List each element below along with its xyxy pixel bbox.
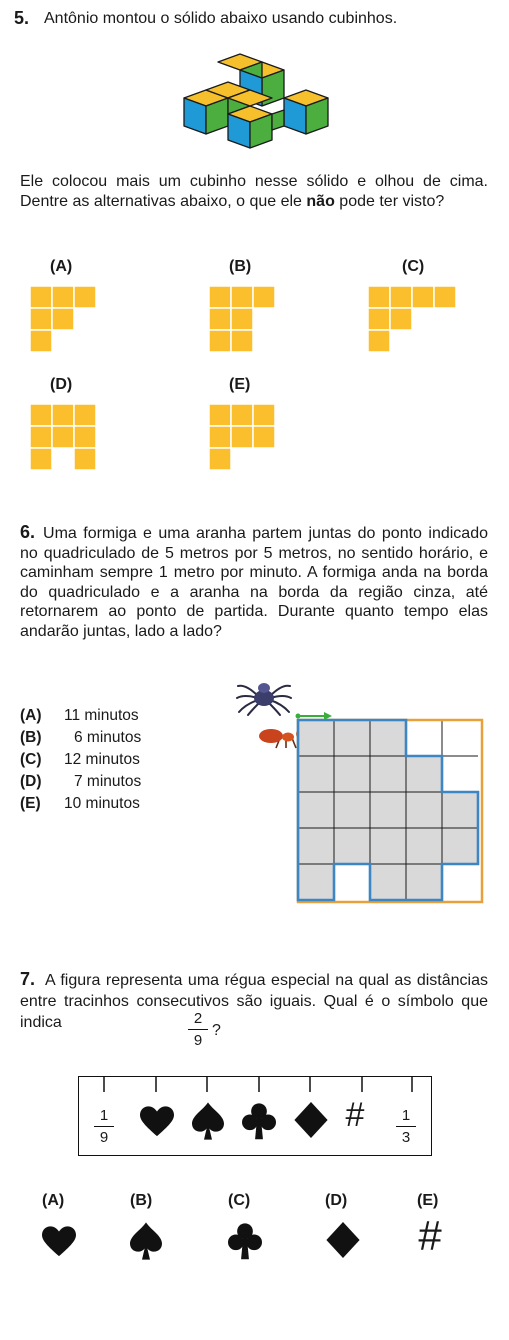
q5-question (20, 172, 488, 211)
q7-option-c-label: (C) (228, 1192, 251, 1209)
ruler-club-icon (242, 1102, 276, 1140)
q7-option-b-label: (B) (130, 1192, 153, 1209)
q7-option-d-label: (D) (325, 1192, 348, 1209)
q5-option-d-label: (D) (50, 376, 73, 393)
q5-option-c-label: (C) (402, 258, 425, 275)
q7-question-mark: ? (212, 1022, 221, 1039)
ruler-left-fraction: 1 9 (94, 1107, 114, 1146)
q5-option-b-figure[interactable] (209, 286, 281, 356)
q5-option-b-label: (B) (229, 258, 252, 275)
q6-grid-figure (294, 712, 490, 910)
club-icon[interactable] (228, 1222, 262, 1260)
q5-option-e-label: (E) (229, 376, 251, 393)
q5-text-before: Ele colocou mais um cubinho nesse sólido e olhou de cima. Dentre as alternativas abaixo, o que ele (20, 173, 488, 210)
q7-text: A figura representa uma régua especial na qual as distâncias entre tracinhos consecutivos são iguais. Qual é o símbolo que indica (20, 972, 488, 1031)
q5-intro: Antônio montou o sólido abaixo usando cubinhos. (44, 10, 398, 27)
ruler-heart-icon (140, 1106, 174, 1138)
q5-number: 5. (14, 8, 30, 28)
q7-option-e-label: (E) (417, 1192, 439, 1209)
ruler-right-fraction: 1 3 (396, 1107, 416, 1146)
diamond-icon[interactable] (326, 1222, 360, 1258)
q5-text-bold: não (306, 192, 335, 210)
hash-icon[interactable]: # (418, 1212, 442, 1259)
ruler-hash-icon: # (345, 1096, 365, 1134)
spade-icon[interactable] (130, 1222, 162, 1260)
q5-option-c-figure[interactable] (368, 286, 464, 356)
spider-icon (236, 676, 292, 716)
heart-icon[interactable] (42, 1226, 76, 1258)
cube-front-face (272, 110, 284, 130)
gray-region (298, 720, 478, 900)
q5-text-after: pode ter visto? (334, 192, 445, 210)
q7-fraction: 2 9 (188, 1010, 208, 1049)
cube-solid-figure (180, 52, 340, 152)
q6-answer-list (20, 705, 200, 815)
start-point (296, 714, 301, 719)
q6-answer-c[interactable]: (C) 12 minutos (20, 751, 140, 768)
q7-option-a-label: (A) (42, 1192, 65, 1209)
q5-option-a-figure[interactable] (30, 286, 102, 356)
q6-answer-e[interactable]: (E) 10 minutos (20, 795, 140, 812)
q5-option-e-figure[interactable] (209, 404, 281, 474)
ruler-spade-icon (192, 1102, 224, 1140)
q5-option-a-label: (A) (50, 258, 73, 275)
q7-number: 7. (20, 969, 36, 989)
q6-number: 6. (20, 522, 36, 542)
q5-option-d-figure[interactable] (30, 404, 102, 474)
q6-answer-d[interactable]: (D) 7 minutos (20, 773, 142, 790)
q7-question (20, 969, 488, 1033)
q6-answer-b[interactable]: (B) 6 minutos (20, 729, 142, 746)
q6-answer-a[interactable]: (A) 11 minutos (20, 707, 139, 724)
q6-question (20, 523, 488, 641)
q6-text: Uma formiga e uma aranha partem juntas do ponto indicado no quadriculado de 5 metros por 5 metros, no sentido horário, e caminham sempre 1 metro por minuto. A formiga anda na borda do quadriculado e a aranha na borda da região cinza, até retornarem ao ponto de partida. Durante quanto tempo elas andarão juntas, lado a lado? (20, 525, 488, 640)
ruler-diamond-icon (294, 1102, 328, 1138)
